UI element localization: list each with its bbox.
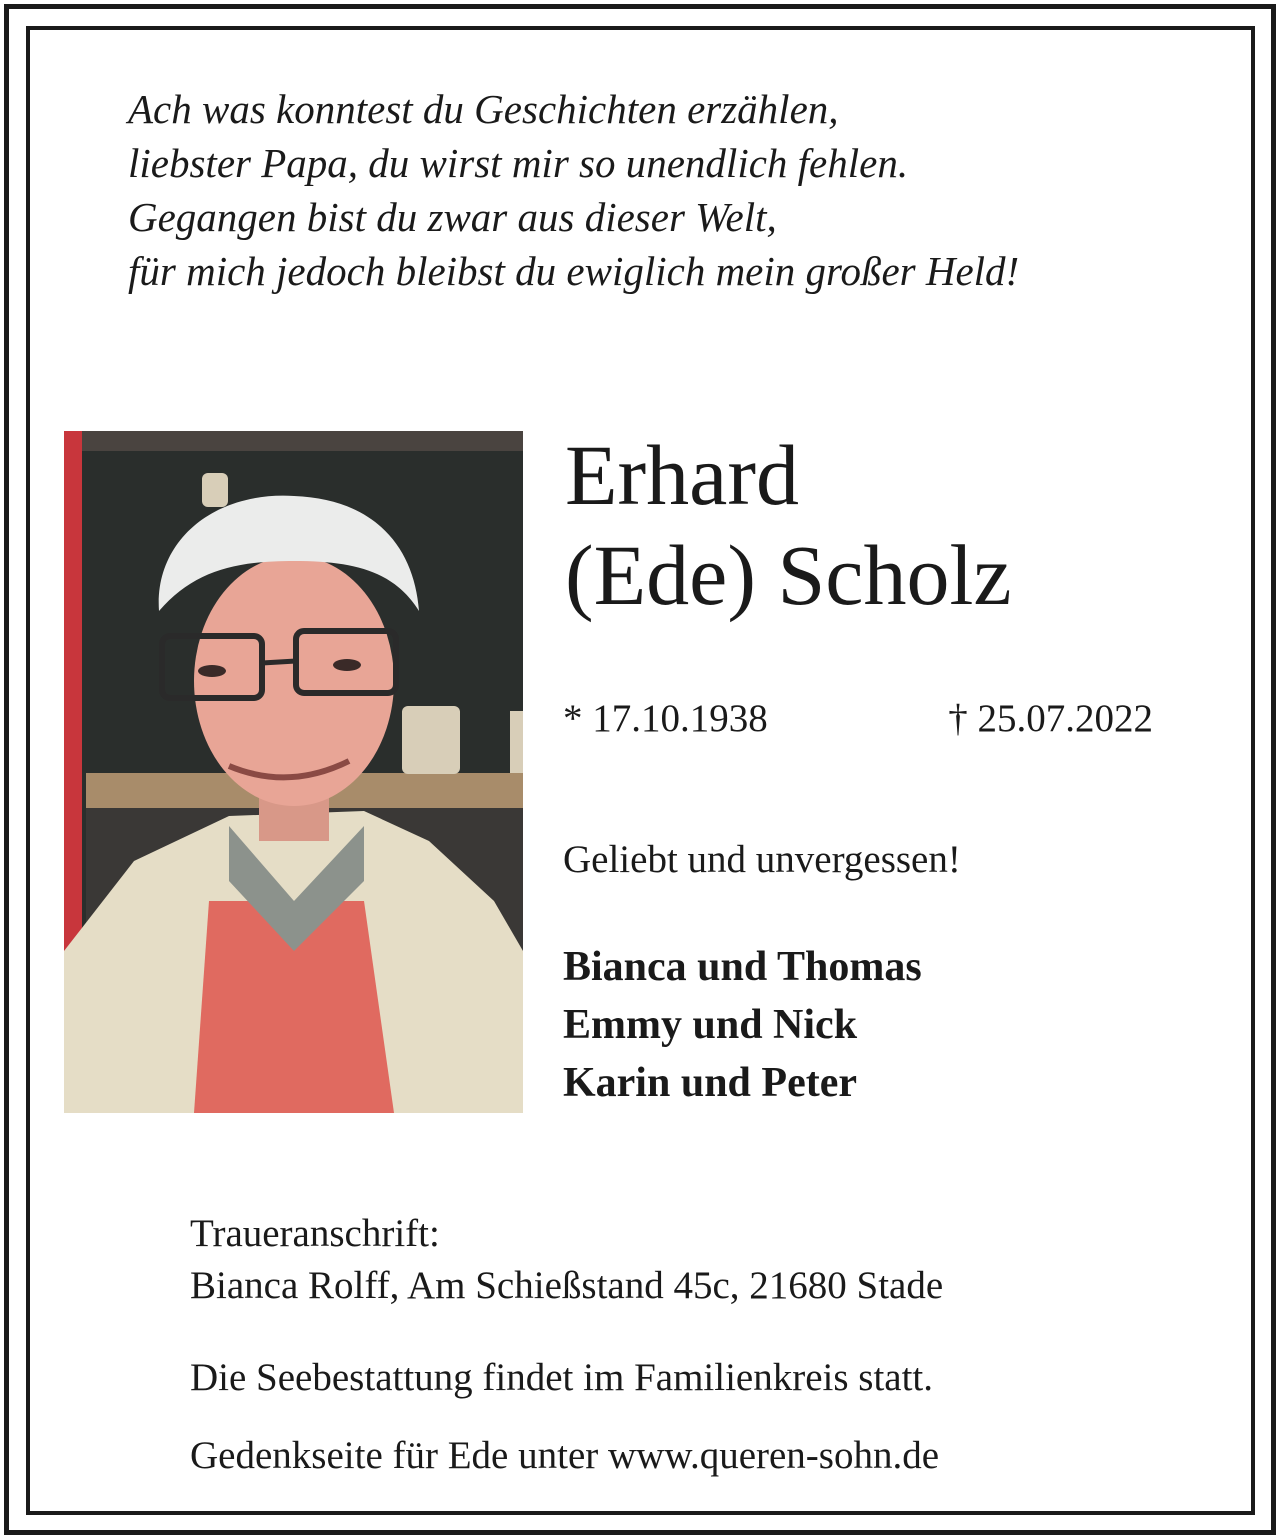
death-date: † 25.07.2022 [948, 697, 1153, 740]
name-first: Erhard [565, 427, 799, 523]
mourner-2: Emmy und Nick [563, 1002, 858, 1048]
address-value: Bianca Rolff, Am Schießstand 45c, 21680 Stade [190, 1264, 944, 1307]
poem-line-2: liebster Papa, du wirst mir so unendlich fehlen. [128, 140, 909, 186]
poem-line-3: Gegangen bist du zwar aus dieser Welt, [128, 194, 777, 240]
portrait-photo [64, 431, 523, 1113]
deceased-name [565, 425, 1012, 625]
condolence-address [190, 1208, 943, 1312]
memorial-poem [128, 82, 1019, 298]
memorial-page-note: Gedenkseite für Ede unter www.queren-sohn.de [190, 1434, 940, 1477]
burial-note: Die Seebestattung findet im Familienkreis statt. [190, 1356, 934, 1399]
name-nickname-surname: (Ede) Scholz [565, 527, 1012, 623]
mourners-list [563, 938, 922, 1112]
birth-date: * 17.10.1938 [563, 697, 768, 740]
tagline: Geliebt und unvergessen! [563, 838, 961, 881]
poem-line-4: für mich jedoch bleibst du ewiglich mein großer Held! [128, 248, 1020, 294]
mourner-1: Bianca und Thomas [563, 944, 922, 990]
mourner-3: Karin und Peter [563, 1060, 857, 1106]
poem-line-1: Ach was konntest du Geschichten erzählen, [128, 86, 839, 132]
address-label: Traueranschrift: [190, 1212, 440, 1255]
